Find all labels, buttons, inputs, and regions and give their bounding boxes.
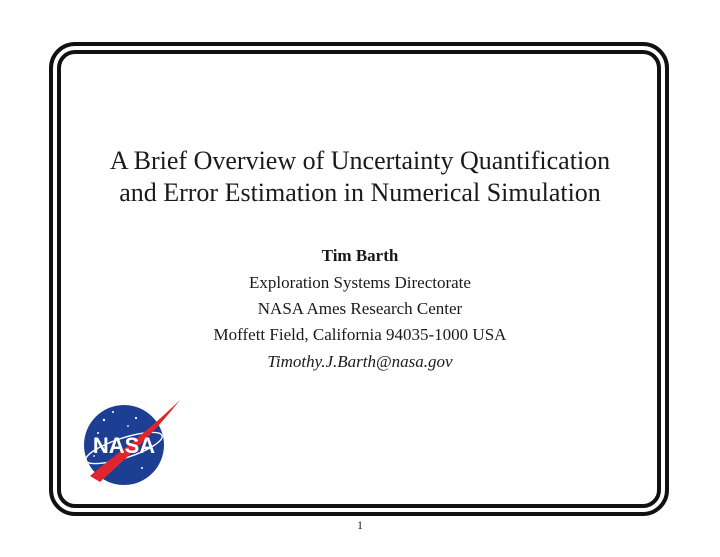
nasa-logo-text: NASA	[92, 433, 156, 458]
page-number: 1	[357, 518, 363, 532]
affiliation-address: Moffett Field, California 94035-1000 USA	[213, 325, 507, 344]
affiliation-directorate: Exploration Systems Directorate	[249, 273, 471, 292]
slide-title	[0, 145, 720, 209]
title-line-1: A Brief Overview of Uncertainty Quantification	[109, 146, 611, 175]
author-name: Tim Barth	[321, 246, 399, 265]
title-line-2: and Error Estimation in Numerical Simulation	[119, 178, 601, 207]
author-email: Timothy.J.Barth@nasa.gov	[267, 352, 453, 371]
affiliation-center: NASA Ames Research Center	[257, 299, 463, 318]
nasa-logo	[80, 398, 182, 486]
